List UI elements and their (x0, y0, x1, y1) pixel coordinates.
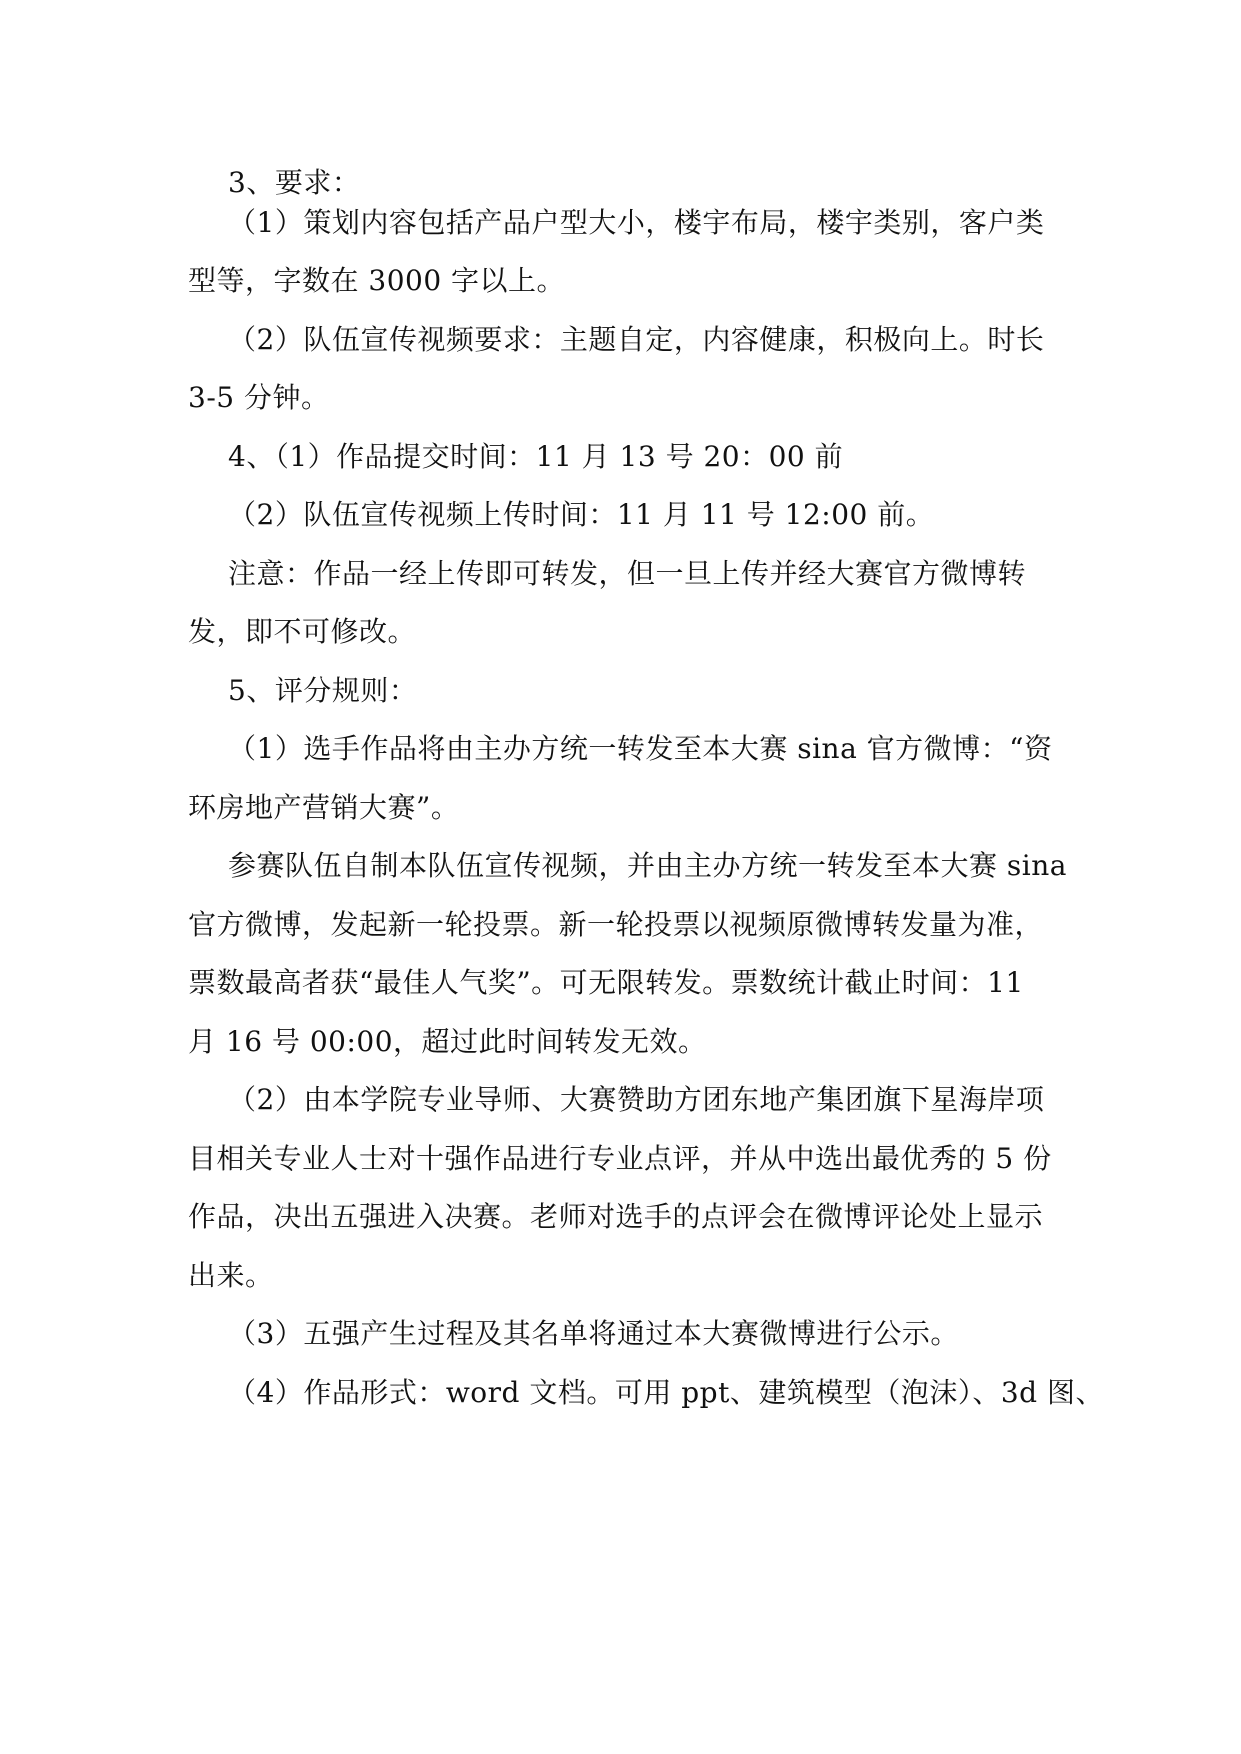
paragraph-line: 票数最高者获“最佳人气奖”。可无限转发。票数统计截止时间：11 (188, 966, 1024, 999)
paragraph-line: （2）由本学院专业导师、大赛赞助方团东地产集团旗下星海岸项 (228, 1083, 1045, 1116)
paragraph-line: （2）队伍宣传视频上传时间：11 月 11 号 12:00 前。 (228, 498, 935, 531)
notice-line: 发，即不可修改。 (188, 615, 417, 648)
section-heading-deadlines: 4、（1）作品提交时间：11 月 13 号 20：00 前 (228, 440, 844, 473)
paragraph-line: 参赛队伍自制本队伍宣传视频，并由主办方统一转发至本大赛 sina (228, 849, 1067, 882)
paragraph-line: （2）队伍宣传视频要求：主题自定，内容健康，积极向上。时长 (228, 323, 1045, 356)
paragraph-line: （1）策划内容包括产品户型大小，楼宇布局，楼宇类别，客户类 (228, 206, 1045, 239)
paragraph-line: 作品，决出五强进入决赛。老师对选手的点评会在微博评论处上显示 (188, 1200, 1044, 1233)
paragraph-line: 月 16 号 00:00，超过此时间转发无效。 (188, 1025, 707, 1058)
paragraph-line: 官方微博，发起新一轮投票。新一轮投票以视频原微博转发量为准， (188, 908, 1044, 941)
paragraph-line: 型等，字数在 3000 字以上。 (188, 264, 566, 297)
section-heading-scoring: 5、评分规则： (228, 674, 418, 707)
paragraph-line: （3）五强产生过程及其名单将通过本大赛微博进行公示。 (228, 1317, 959, 1350)
paragraph-line: 3-5 分钟。 (188, 381, 330, 414)
notice-line: 注意：作品一经上传即可转发，但一旦上传并经大赛官方微博转 (228, 557, 1027, 590)
paragraph-line: 出来。 (188, 1259, 274, 1292)
paragraph-line: 环房地产营销大赛”。 (188, 791, 460, 824)
paragraph-line: （4）作品形式：word 文档。可用 ppt、建筑模型（泡沫）、3d 图、 (228, 1376, 1104, 1409)
section-heading-requirements: 3、要求： (228, 166, 361, 199)
paragraph-line: （1）选手作品将由主办方统一转发至本大赛 sina 官方微博：“资 (228, 732, 1053, 765)
paragraph-line: 目相关专业人士对十强作品进行专业点评，并从中选出最优秀的 5 份 (188, 1142, 1052, 1175)
